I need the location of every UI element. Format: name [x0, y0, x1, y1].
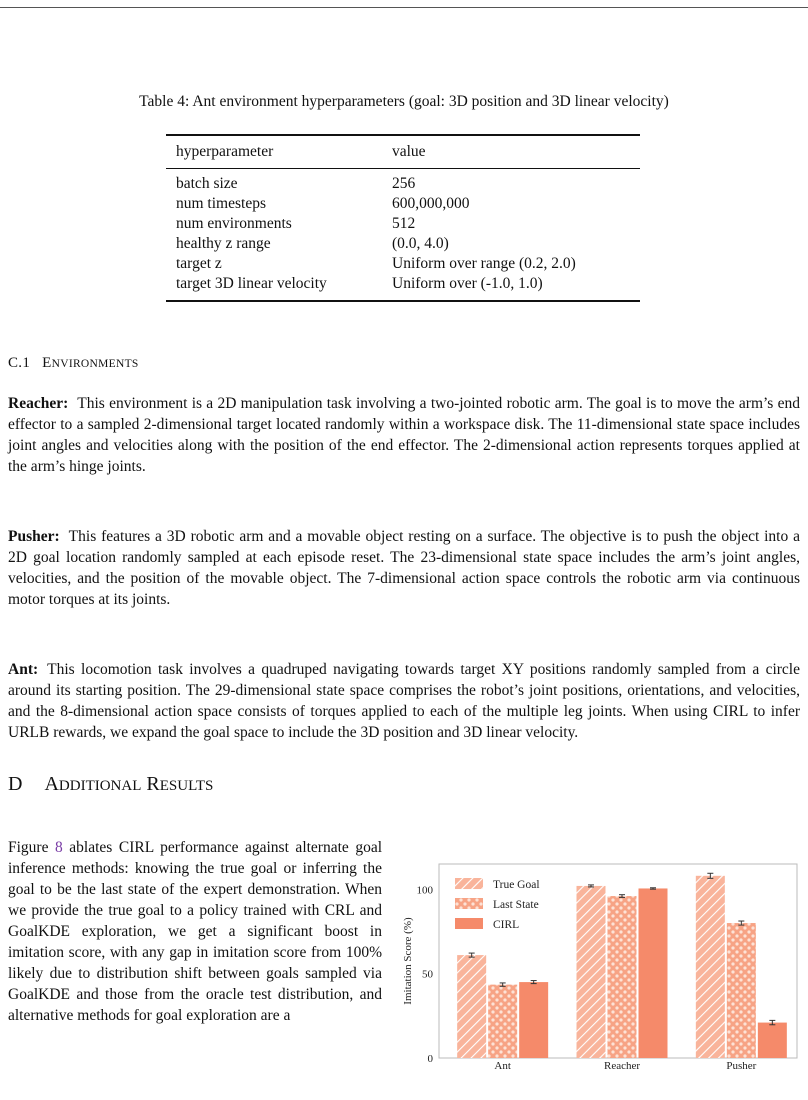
table-header-cell: value [392, 143, 426, 160]
y-tick-label: 100 [416, 884, 433, 897]
bar [577, 886, 606, 1058]
table-row [166, 194, 640, 214]
paragraph-ant [8, 659, 800, 743]
table-cell: Uniform over range (0.2, 2.0) [392, 255, 576, 272]
table-caption: Table 4: Ant environment hyperparameters (goal: 3D position and 3D linear velocity) [139, 93, 669, 110]
imitation-score-chart [399, 862, 800, 1080]
section-number: D [8, 773, 23, 795]
paragraph-label: Pusher: [8, 528, 60, 545]
figure-8-link[interactable]: 8 [55, 839, 63, 856]
table-header-cell: hyperparameter [176, 143, 274, 160]
paragraph-text: This features a 3D robotic arm and a movable object resting on a surface. The objective is to push the object into a 2D goal location randomly sampled at each episode reset. The 23-dimensional state space includes the arm’s joint angles, velocities, and the position of the movable object. The 7-dimensional action space controls the robotic arm via continuous motor torques at its joints. [8, 528, 800, 608]
x-tick-label: Pusher [726, 1060, 757, 1072]
subsection-title-rest: NVIRONMENTS [51, 358, 139, 370]
table-row [166, 234, 640, 254]
table-cell: batch size [176, 175, 238, 192]
bar [488, 985, 517, 1058]
y-tick-label: 50 [422, 968, 433, 981]
section-title-rest: DDITIONAL [58, 778, 142, 794]
table-cell: healthy z range [176, 235, 271, 252]
subsection-title-initial: E [42, 355, 52, 371]
bar [519, 982, 548, 1058]
section-title-initial: A [44, 773, 59, 795]
section-title-rest: ESULTS [159, 778, 214, 794]
x-tick-label: Ant [494, 1060, 511, 1072]
bar [758, 1023, 787, 1058]
table-row [166, 274, 640, 301]
table-cell: 512 [392, 215, 416, 232]
legend-swatch [455, 918, 483, 929]
table-row [166, 254, 640, 274]
bar [727, 923, 756, 1058]
table-cell: 256 [392, 175, 416, 192]
paragraph-label: Ant: [8, 661, 39, 678]
x-tick-label: Reacher [603, 1060, 641, 1072]
hyperparameter-table [166, 134, 640, 302]
table-header-row [166, 135, 640, 169]
results-paragraph [8, 837, 382, 1100]
table-cell: num timesteps [176, 195, 266, 212]
table-row [166, 169, 640, 195]
table-cell: (0.0, 4.0) [392, 235, 449, 252]
table-cell: Uniform over (-1.0, 1.0) [392, 275, 543, 292]
legend-label: CIRL [493, 919, 520, 931]
table-cell: 600,000,000 [392, 195, 470, 212]
chart-svg [399, 862, 800, 1080]
bar [457, 955, 486, 1058]
paragraph-reacher [8, 393, 800, 477]
legend-label: True Goal [493, 879, 540, 891]
subsection-heading [8, 355, 139, 372]
page-top-rule [0, 7, 808, 8]
paragraph-text: This environment is a 2D manipulation task involving a two-jointed robotic arm. The goal is to move the arm’s end effector to a sampled 2-dimensional target located randomly within a workspace disk. The 11-dimensional state space includes joint angles and velocities along with the position of the end effector. The 2-dimensional action represents torques applied at the arm’s hinge joints. [8, 395, 800, 475]
y-axis-label: Imitation Score (%) [402, 917, 414, 1005]
paragraph-text: This locomotion task involves a quadruped navigating towards target XY positions randomly sampled from a circle around its starting position. The 29-dimensional state space comprises the robot’s joint positions, orientations, and velocities, and the 8-dimensional action space consists of torques applied to each of the multiple leg joints. When using CIRL to infer URLB rewards, we expand the goal space to include the 3D position and 3D linear velocity. [8, 661, 800, 741]
section-heading [8, 773, 213, 796]
table-cell: target z [176, 255, 222, 272]
paragraph-label: Reacher: [8, 395, 69, 412]
table-cell: target 3D linear velocity [176, 275, 327, 292]
table-cell: num environments [176, 215, 292, 232]
results-text: ablates CIRL performance against alternate goal inference methods: knowing the true goal or inferring the goal to be the last state of the expert demonstration. When we provide the true goal to a policy trained with CRL and GoalKDE exploration, we get a significant boost in imitation score, with any gap in imitation score from 100% likely due to distribution shift between goals sampled via GoalKDE and those from the oracle test distribution, and alternative methods for goal exploration are a [8, 839, 382, 1024]
legend-label: Last State [493, 899, 539, 911]
subsection-number: C.1 [8, 355, 31, 371]
bar [696, 876, 725, 1058]
figure-ref-prefix: Figure [8, 839, 56, 856]
table-row [166, 214, 640, 234]
bar [639, 888, 668, 1058]
section-title-initial: R [146, 773, 160, 795]
legend-swatch [455, 878, 483, 889]
y-tick-label: 0 [427, 1053, 433, 1065]
bar [608, 896, 637, 1058]
legend-swatch [455, 898, 483, 909]
paragraph-pusher [8, 526, 800, 610]
